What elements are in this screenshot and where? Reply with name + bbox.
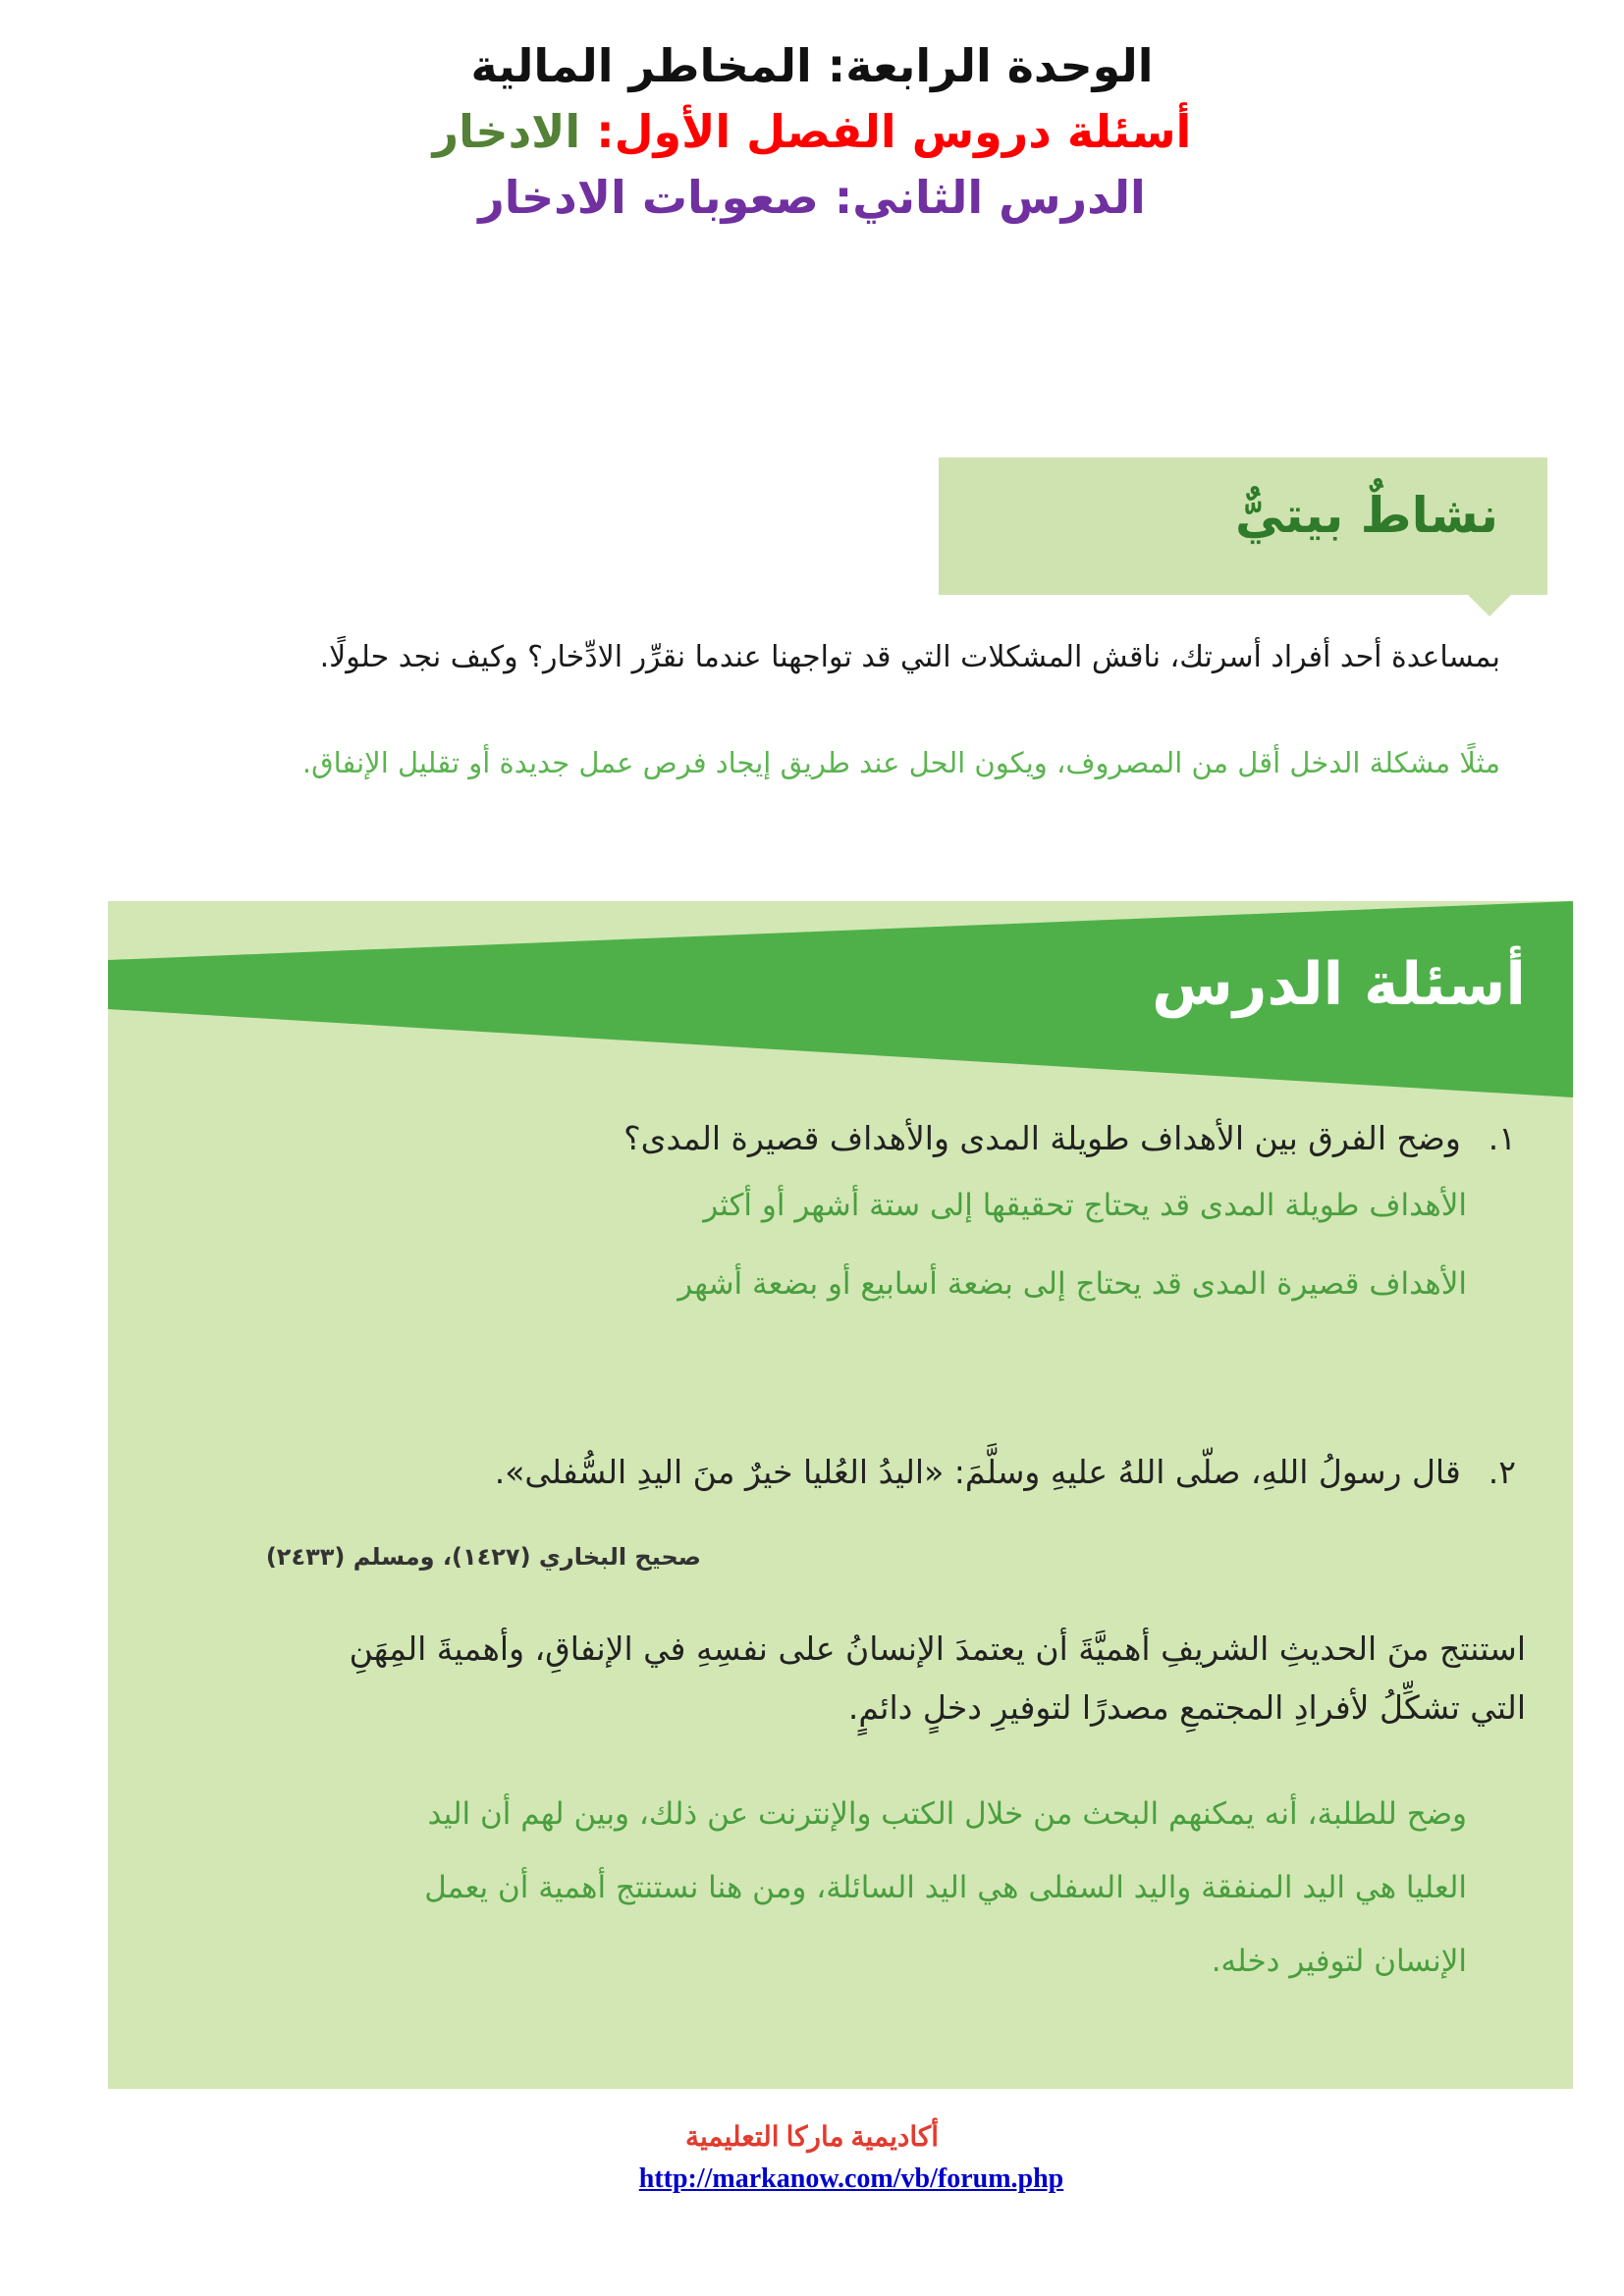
academy-name: أكاديمية ماركا التعليمية [684, 2122, 940, 2153]
chapter-title [0, 105, 1624, 159]
unit-title: الوحدة الرابعة: المخاطر المالية [470, 39, 1154, 92]
hadith-source: صحيح البخاري (١٤٢٧)، ومسلم (٢٤٣٣) [265, 1543, 701, 1571]
page-footer [0, 2120, 1624, 2195]
question-2-answer-line2: العليا هي اليد المنفقة واليد السفلى هي اليد السائلة، ومن هنا نستنتج أهمية أن يعمل [424, 1870, 1467, 1905]
question-1-answer-long: الأهداف طويلة المدى قد يحتاج تحقيقها إلى ستة أشهر أو أكثر [703, 1188, 1467, 1223]
home-activity-box [939, 457, 1547, 595]
question-1-number: ١. [1488, 1119, 1516, 1157]
question-1-text: وضح الفرق بين الأهداف طويلة المدى والأهداف قصيرة المدى؟ [623, 1119, 1461, 1157]
activity-prompt: بمساعدة أحد أفراد أسرتك، ناقش المشكلات التي قد تواجهنا عندما نقرِّر الادِّخار؟ وكيف نجد حلولًا. [319, 640, 1500, 674]
question-2-number: ٢. [1488, 1453, 1516, 1491]
home-activity-title: نشاطٌ بيتيٌّ [1235, 487, 1498, 544]
question-1 [623, 1119, 1516, 1157]
chapter-name: الادخار [432, 105, 581, 159]
question-2-answer-line3: الإنسان لتوفير دخله. [1211, 1944, 1467, 1979]
question-2-hadith: قال رسولُ اللهِ، صلّى اللهُ عليهِ وسلَّمَ: «اليدُ العُليا خيرٌ منَ اليدِ السُّفلى». [494, 1453, 1461, 1491]
chapter-prefix: أسئلة دروس الفصل الأول: [596, 105, 1192, 159]
forum-link[interactable]: http://markanow.com/vb/forum.php [638, 2163, 1064, 2194]
question-2-instruction-line1: استنتج منَ الحديثِ الشريفِ أهميَّةَ أن يعتمدَ الإنسانُ على نفسِهِ في الإنفاقِ، وأهميةَ المِهَنِ [349, 1629, 1526, 1668]
question-2-instruction-line2: التي تشكِّلُ لأفرادِ المجتمعِ مصدرًا لتوفيرِ دخلٍ دائمٍ. [847, 1688, 1526, 1727]
question-1-answer-short: الأهداف قصيرة المدى قد يحتاج إلى بضعة أسابيع أو بضعة أشهر [677, 1266, 1467, 1302]
lesson-questions-heading: أسئلة الدرس [1152, 950, 1526, 1019]
question-2 [495, 1453, 1516, 1491]
activity-box-notch [1468, 595, 1511, 616]
activity-answer: مثلًا مشكلة الدخل أقل من المصروف، ويكون الحل عند طريق إيجاد فرص عمل جديدة أو تقليل الإنفاق. [301, 746, 1500, 779]
page-header [0, 39, 1624, 226]
lesson-title: الدرس الثاني: صعوبات الادخار [478, 171, 1146, 225]
question-2-answer-line1: وضح للطلبة، أنه يمكنهم البحث من خلال الكتب والإنترنت عن ذلك، وبين لهم أن اليد [427, 1796, 1467, 1832]
